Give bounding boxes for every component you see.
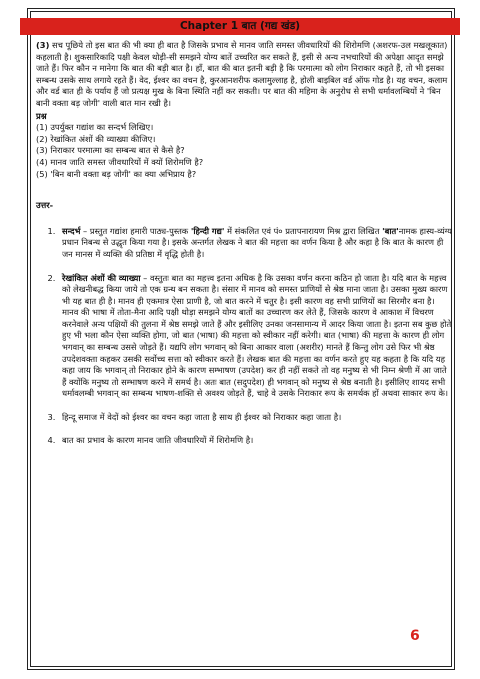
answer-text: – वस्तुतः बात का महत्त्व इतना अधिक है कि उसका वर्णन करना कठिन हो जाता है। यदि बात के महत्त्व को लेखनीबद्ध किया जाये तो एक ग्रन्थ बन सकता है। संसार में मानव को समस्त प्राणियों से श्रेष्ठ माना जाता है। उसका मुख्य कारण भी यह बात ही है। मानव ही एकमात्र ऐसा प्राणी है, जो बात करने में चतुर है। इसी कारण वह सभी प्राणियों का सिरमौर बना है। मानव की भाषा में तोता-मैना आदि पक्षी थोड़ा समझने योग्य बातों का उच्चारण कर लेते हैं, जिसके कारण वे आकाश में विचरण करनेवाले अन्य पक्षियों की तुलना में श्रेष्ठ समझे जाते हैं और इसीलिए उनका जनसामान्य में आदर किया जाता है। इतना सब कुछ होते हुए भी भला कौन ऐसा व्यक्ति होगा, जो बात (भाषा) की महत्ता को स्वीकार नहीं करेगी। बात (भाषा) की महत्ता के कारण ही लोग भगवान् का सम्बन्ध उससे जोड़ते हैं। यद्यपि लोग भगवान् को बिना आकार वाला (अशरीर) मानते हैं किन्तु लोग उसे फिर भी श्रेष्ठ उपदेशवक्ता कहकर उसकी सर्वोच्च सत्ता को स्वीकार करते हैं। लेखक बात की महत्ता का वर्णन करते हुए यह कहता है कि यदि यह कहा जाय कि भगवान् तो निराकार होने के कारण सम्भाषण (उपदेश) कर ही नहीं सकते तो वह मनुष्य से भी निम्न श्रेणी में आ जाते हैं क्योंकि मनुष्य तो सम्भाषण करने में समर्थ है। अतः बात (सदुपदेश) ही भगवान् को मनुष्य से श्रेष्ठ बनाती है। इसीलिए शायद सभी धर्मावलम्बी भगवान् का सम्बन्ध भाषण-शक्ति से अवश्य जोड़ते हैं, चाहे वे उसके निराकार रूप के समर्थक हों अथवा साकार रूप के। xyxy=(62,272,452,399)
answer-item xyxy=(58,226,452,261)
answer-item xyxy=(58,412,452,424)
question-item: (1) उपर्युक्त गद्यांश का सन्दर्भ लिखिए। xyxy=(36,122,154,133)
answer-item xyxy=(58,435,452,447)
questions-title: प्रश्न xyxy=(36,110,47,121)
answer-heading: रेखांकित अंशों की व्याख्या xyxy=(62,272,141,283)
answer-text: बात का प्रभाव के कारण मानव जाति जीवधारियों में शिरोमणि है। xyxy=(62,434,254,445)
answer-text: में संकलित एवं पं० प्रतापनारायण मिश्र द्वारा लिखित xyxy=(224,225,383,236)
passage-text: सच पूछिये तो इस बात की भी क्या ही बात है जिसके प्रभाव से मानव जाति समस्त जीवधारियों की शिरोमणि (अशरफ-उल मखलूकात) कहलाती है। शुकसारिकादि पक्षी केवल थोड़ी-सी समझने योग्य बातें उच्चरित कर सकते हैं, इसी से अन्य नभचारियों की अपेक्षा आदृत समझे जाते हैं। फिर कौन न मानेगा कि बात की बड़ी बात है। हाँ, बात की बात इतनी बड़ी है कि परमात्मा को लोग निराकार कहते हैं, तो भी इसका सम्बन्ध उसके साथ लगाये रहते हैं। वेद, ईश्वर का वचन है, कुरआनशरीफ कलामुल्लाह है, होली बाइबिल वर्ड ऑफ गोड है। यह वचन, कलाम और वर्ड बात ही के पर्याय हैं जो प्रत्यक्ष मुख के बिना स्थिति नहीं कर सकती। पर बात की महिमा के अनुरोध से सभी धर्मावलम्बियों ने 'बिन बानी वक्ता बड़ जोगी' वाली बात मान रखी है। xyxy=(36,40,448,108)
answer-text: नामक हास्य-व्यंग्य प्रधान निबन्ध से उद्धृत किया गया है। इसके अन्तर्गत लेखक ने बात की महत्ता का वर्णन किया है और कहा है कि बात के कारण ही जन मानस में व्यक्ति की प्रतिष्ठा में वृद्धि होती है। xyxy=(62,225,452,259)
answer-text: – प्रस्तुत गद्यांश हमारी पाठ्य-पुस्तक xyxy=(80,225,191,236)
answer-heading: सन्दर्भ xyxy=(62,225,81,236)
answer-item xyxy=(58,273,452,401)
question-item: (2) रेखांकित अंशों की व्याख्या कीजिए। xyxy=(36,133,156,144)
chapter-title-banner: Chapter 1 बात (गद्य खंड) xyxy=(20,18,460,35)
answer-text: हिन्दू समाज में वेदों को ईश्वर का वचन कहा जाता है साथ ही ईश्वर को निराकार कहा जाता है। xyxy=(62,412,342,423)
question-item: (5) 'बिन बानी वक्ता बड़ जोगी' का क्या अभिप्राय है? xyxy=(36,168,197,179)
passage xyxy=(36,40,452,110)
passage-number: (3) xyxy=(36,40,50,50)
page-number: 6 xyxy=(410,628,420,644)
document-body xyxy=(36,40,452,457)
book-title: 'हिन्दी गद्य' xyxy=(190,225,225,236)
essay-title: 'बात' xyxy=(382,225,399,236)
questions-list xyxy=(36,122,452,180)
answers-title: उत्तर- xyxy=(36,200,54,211)
answers-list xyxy=(36,226,452,447)
question-item: (3) निराकार परमात्मा का सम्बन्ध बात से कैसे है? xyxy=(36,145,185,156)
question-item: (4) मानव जाति समस्त जीवधारियों में क्यों शिरोमणि है? xyxy=(36,156,204,167)
